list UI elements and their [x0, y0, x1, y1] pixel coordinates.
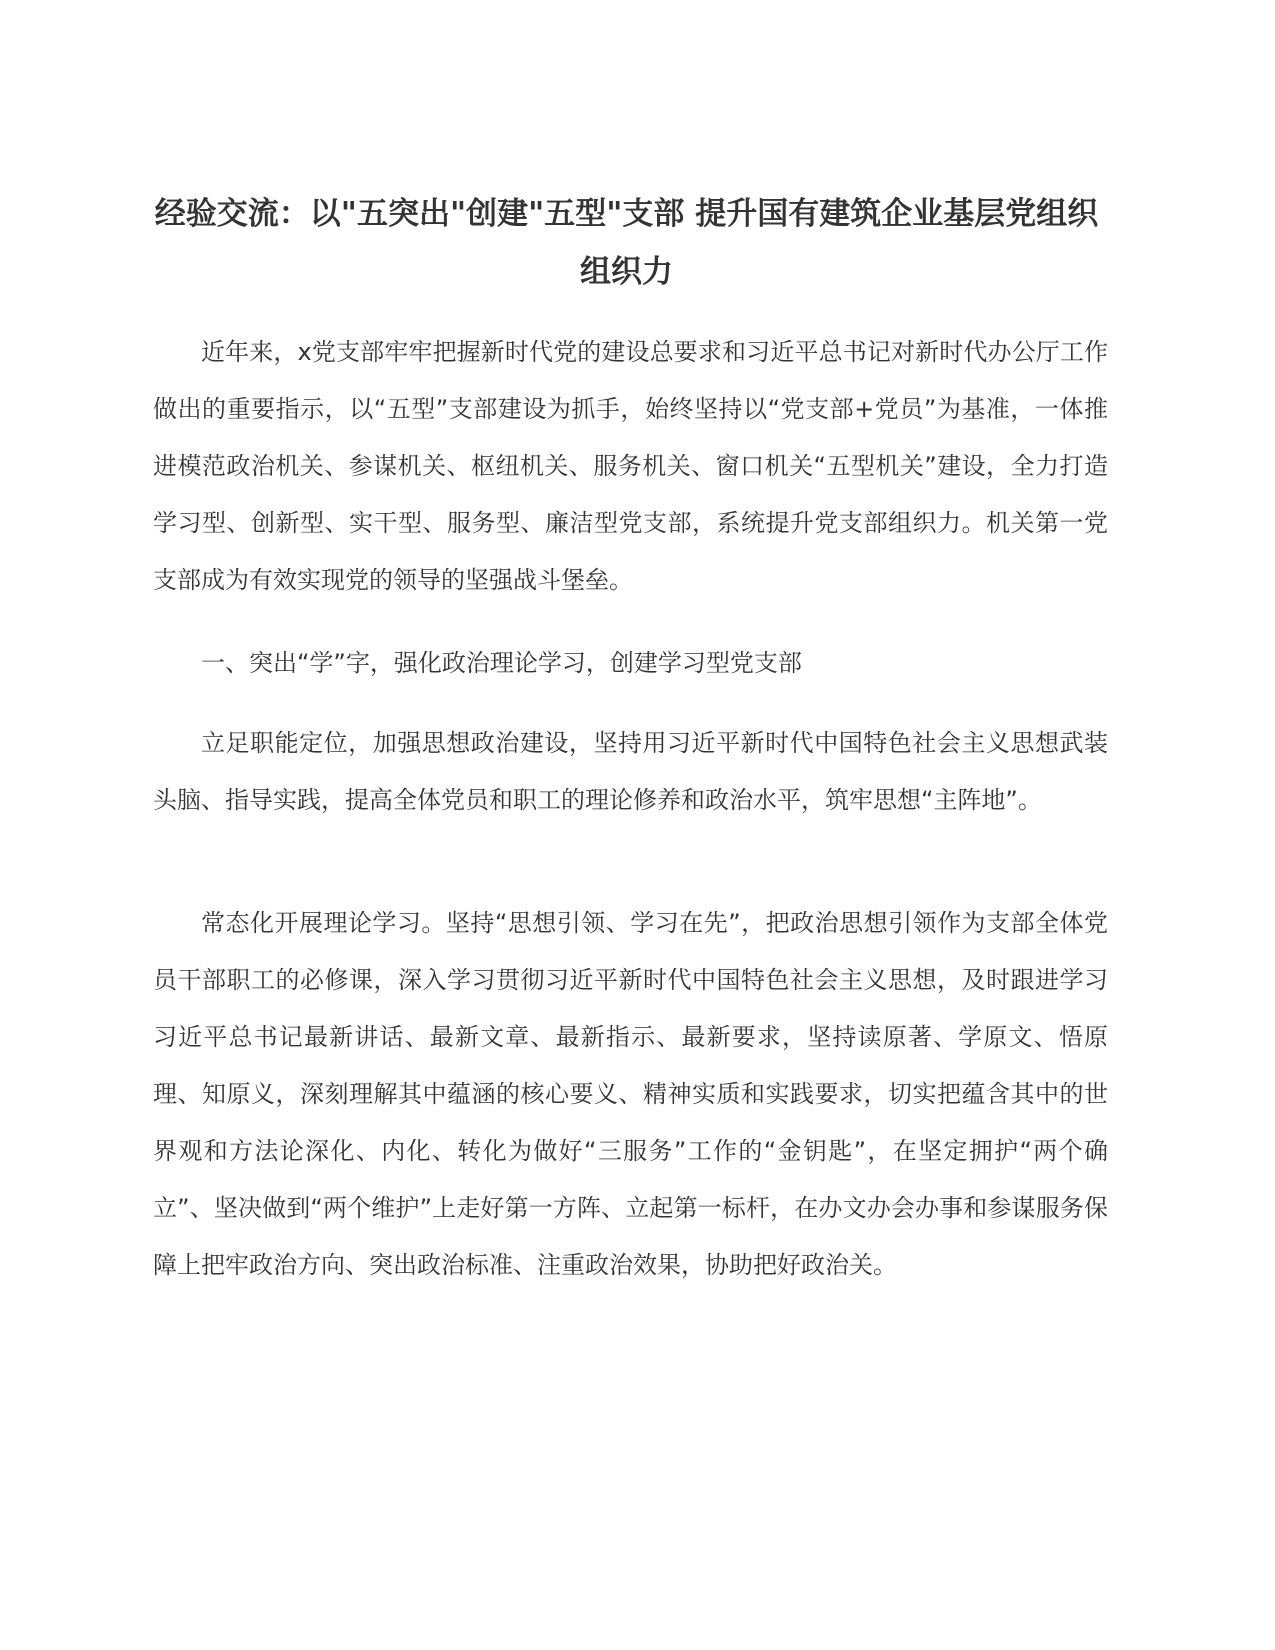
section-1-paragraph-1: 立足职能定位，加强思想政治建设，坚持用习近平新时代中国特色社会主义思想武装头脑、指导实践，提高全体党员和职工的理论修养和政治水平，筑牢思想“主阵地”。	[153, 729, 1108, 814]
section-1-paragraph-2: 常态化开展理论学习。坚持“思想引领、学习在先”，把政治思想引领作为支部全体党员干部职工的必修课，深入学习贯彻习近平新时代中国特色社会主义思想，及时跟进学习习近平总书记最新讲话、最新文章、最新指示、最新要求，坚持读原著、学原文、悟原理、知原义，深刻理解其中蕴涵的核心要义、精神实质和实践要求，切实把蕴含其中的世界观和方法论深化、内化、转化为做好“三服务”工作的“金钥匙”，在坚定拥护“两个确立”、坚决做到“两个维护”上走好第一方阵、立起第一标杆，在办文办会办事和参谋服务保障上把牢政治方向、突出政治标准、注重政治效果，协助把好政治关。	[153, 909, 1108, 1279]
section-heading-1: 一、突出“学”字，强化政治理论学习，创建学习型党支部	[201, 649, 802, 677]
intro-paragraph: 近年来，x党支部牢牢把握新时代党的建设总要求和习近平总书记对新时代办公厅工作做出的重要指示，以“五型”支部建设为抓手，始终坚持以“党支部+党员”为基准，一体推进模范政治机关、参谋机关、枢纽机关、服务机关、窗口机关“五型机关”建设，全力打造学习型、创新型、实干型、服务型、廉洁型党支部，系统提升党支部组织力。机关第一党支部成为有效实现党的领导的坚强战斗堡垒。	[153, 338, 1108, 594]
document-title: 经验交流：以"五突出"创建"五型"支部 提升国有建筑企业基层党组织组织力	[154, 196, 1099, 290]
